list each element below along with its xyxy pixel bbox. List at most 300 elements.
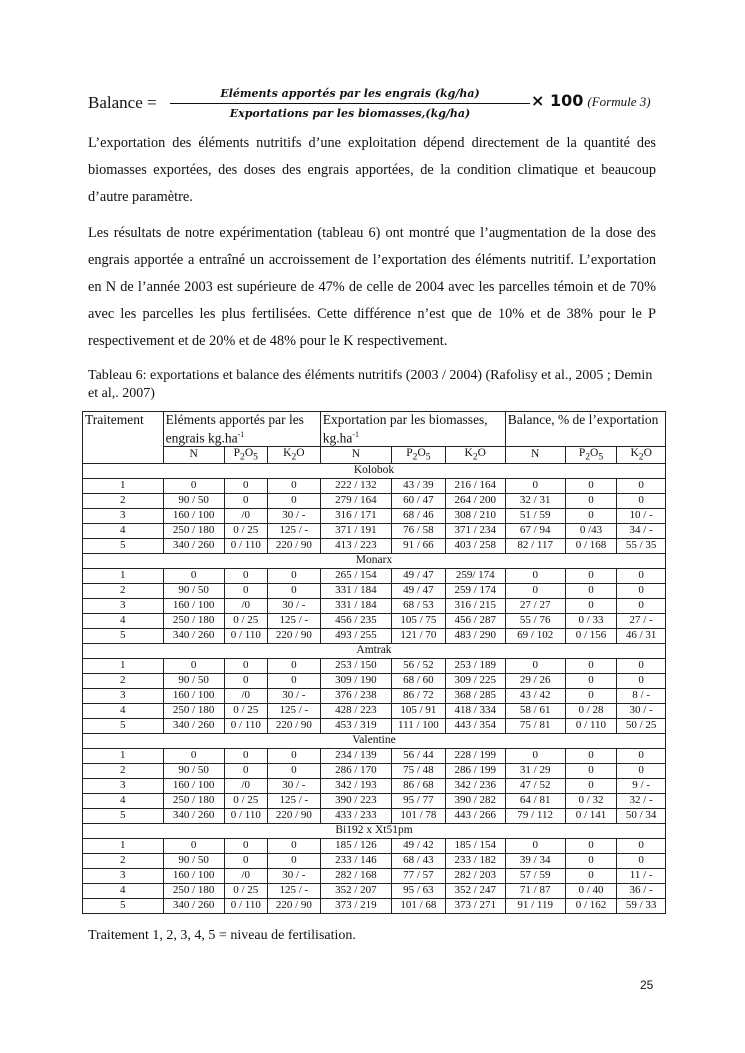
table-cell: 286 / 199 — [445, 763, 505, 778]
table-cell: 0 / 162 — [565, 898, 617, 913]
table-cell: 125 / - — [267, 793, 320, 808]
table-cell: 0 — [163, 748, 224, 763]
table-cell: 32 / - — [617, 793, 666, 808]
table-cell: /0 — [224, 688, 267, 703]
table-cell: 160 / 100 — [163, 778, 224, 793]
group-name: Bi192 x Xt51pm — [83, 823, 666, 838]
table-cell: 0 — [617, 658, 666, 673]
header-exportation-text: Exportation par les biomasses, kg.ha — [322, 412, 488, 446]
table-cell: 0 — [565, 868, 617, 883]
paragraph-1: L’exportation des éléments nutritifs d’une exploitation dépend directement de la quantité des biomasses exportées, des doses des engrais apportées, de la condition climatique et beaucoup d’autre paramètre. — [88, 135, 656, 205]
table-cell: 121 / 70 — [392, 628, 446, 643]
table-cell: 27 / 27 — [505, 598, 565, 613]
table-cell: 0 /43 — [565, 523, 617, 538]
table-cell: 55 / 35 — [617, 538, 666, 553]
table-cell: 5 — [83, 898, 164, 913]
table-cell: 91 / 119 — [505, 898, 565, 913]
table-cell: 220 / 90 — [267, 898, 320, 913]
table-cell: 0 — [267, 493, 320, 508]
fraction-bar — [170, 103, 530, 104]
table-cell: 101 / 78 — [392, 808, 446, 823]
table-row — [83, 898, 666, 913]
table-cell: 0 — [617, 598, 666, 613]
table-cell: 49 / 47 — [392, 583, 446, 598]
table-cell: 4 — [83, 613, 164, 628]
table-cell: 352 / 207 — [320, 883, 391, 898]
table-cell: 443 / 354 — [445, 718, 505, 733]
table-cell: 0 — [565, 568, 617, 583]
table-cell: 456 / 287 — [445, 613, 505, 628]
formula-fraction — [170, 86, 530, 122]
table-cell: 95 / 63 — [392, 883, 446, 898]
table-cell: 428 / 223 — [320, 703, 391, 718]
table-cell: 111 / 100 — [392, 718, 446, 733]
table-cell: 2 — [83, 763, 164, 778]
group-name: Kolobok — [83, 463, 666, 478]
table-cell: 0 — [267, 748, 320, 763]
table-cell: 250 / 180 — [163, 883, 224, 898]
table-cell: 90 / 50 — [163, 673, 224, 688]
table-cell: 75 / 81 — [505, 718, 565, 733]
table-cell: 264 / 200 — [445, 493, 505, 508]
table-cell: 1 — [83, 658, 164, 673]
formula-denominator: Exportations par les biomasses,(kg/ha) — [229, 107, 471, 120]
group-row — [83, 733, 666, 748]
table-cell: 0 — [617, 838, 666, 853]
table-body — [83, 463, 666, 913]
group-name: Monarx — [83, 553, 666, 568]
table-cell: 0 — [505, 583, 565, 598]
table-cell: 5 — [83, 718, 164, 733]
subheader-k2o: $K_2O$ — [267, 446, 320, 463]
table-cell: 5 — [83, 538, 164, 553]
table-cell: 0 — [565, 598, 617, 613]
table-cell: 0 / 32 — [565, 793, 617, 808]
header-traitement: Traitement — [83, 412, 164, 464]
table-cell: 233 / 146 — [320, 853, 391, 868]
table-cell: 30 / - — [267, 598, 320, 613]
table-cell: 10 / - — [617, 508, 666, 523]
table-cell: 279 / 164 — [320, 493, 391, 508]
table-row — [83, 748, 666, 763]
table-row — [83, 718, 666, 733]
subheader-n: N — [163, 446, 224, 463]
table-cell: 0 / 110 — [224, 808, 267, 823]
table-row — [83, 793, 666, 808]
table-cell: 77 / 57 — [392, 868, 446, 883]
table-cell: 68 / 46 — [392, 508, 446, 523]
table-cell: 371 / 234 — [445, 523, 505, 538]
table-cell: 0 — [224, 583, 267, 598]
table-note: Traitement 1, 2, 3, 4, 5 = niveau de fertilisation. — [88, 928, 356, 943]
table-row — [83, 808, 666, 823]
table-cell: 0 — [565, 583, 617, 598]
table-cell: 160 / 100 — [163, 598, 224, 613]
table-row — [83, 673, 666, 688]
table-cell: 0 / 25 — [224, 613, 267, 628]
table-cell: 9 / - — [617, 778, 666, 793]
table-cell: /0 — [224, 868, 267, 883]
table-cell: 340 / 260 — [163, 628, 224, 643]
table-cell: 220 / 90 — [267, 808, 320, 823]
table-cell: 0 — [617, 853, 666, 868]
table-cell: 233 / 182 — [445, 853, 505, 868]
table-row — [83, 538, 666, 553]
header-exportation — [320, 412, 505, 447]
table-cell: 125 / - — [267, 523, 320, 538]
table-cell: 34 / - — [617, 523, 666, 538]
table-cell: 0 — [224, 763, 267, 778]
table-cell: 3 — [83, 598, 164, 613]
table-cell: 30 / - — [267, 508, 320, 523]
table-cell: /0 — [224, 598, 267, 613]
table-cell: 0 — [565, 508, 617, 523]
table-cell: 90 / 50 — [163, 583, 224, 598]
table-cell: 86 / 68 — [392, 778, 446, 793]
table-cell: 216 / 164 — [445, 478, 505, 493]
table-cell: 43 / 42 — [505, 688, 565, 703]
table-cell: 2 — [83, 673, 164, 688]
table-cell: 0 — [224, 853, 267, 868]
table-cell: 0 — [224, 568, 267, 583]
table-cell: 55 / 76 — [505, 613, 565, 628]
table-cell: 0 — [267, 478, 320, 493]
table-cell: 0 — [224, 838, 267, 853]
table-row — [83, 493, 666, 508]
table-cell: 316 / 215 — [445, 598, 505, 613]
table-row — [83, 838, 666, 853]
table-cell: 4 — [83, 523, 164, 538]
table-cell: 91 / 66 — [392, 538, 446, 553]
table-cell: 95 / 77 — [392, 793, 446, 808]
table-cell: 309 / 225 — [445, 673, 505, 688]
table-cell: 0 — [617, 673, 666, 688]
table-cell: 90 / 50 — [163, 853, 224, 868]
table-cell: 1 — [83, 478, 164, 493]
table-cell: 0 — [565, 838, 617, 853]
group-name: Amtrak — [83, 643, 666, 658]
table-cell: 0 / 110 — [224, 628, 267, 643]
table-cell: 49 / 47 — [392, 568, 446, 583]
table-cell: 456 / 235 — [320, 613, 391, 628]
table-cell: 220 / 90 — [267, 628, 320, 643]
table-cell: 443 / 266 — [445, 808, 505, 823]
header-apportes-text: Eléments apportés par les engrais kg.ha — [165, 412, 304, 446]
table-cell: 46 / 31 — [617, 628, 666, 643]
table-cell: 0 — [617, 478, 666, 493]
table-cell: 50 / 25 — [617, 718, 666, 733]
table-cell: 228 / 199 — [445, 748, 505, 763]
table-cell: 0 / 110 — [224, 898, 267, 913]
table-cell: 0 — [505, 658, 565, 673]
table-caption: Tableau 6: exportations et balance des éléments nutritifs (2003 / 2004) (Rafolisy et al., 2005 ; Demin et al,. 2007) — [88, 368, 653, 401]
table-row — [83, 613, 666, 628]
table-cell: 43 / 39 — [392, 478, 446, 493]
table-cell: 125 / - — [267, 613, 320, 628]
table-cell: 493 / 255 — [320, 628, 391, 643]
table-row — [83, 703, 666, 718]
table-cell: 4 — [83, 883, 164, 898]
table-cell: 5 — [83, 808, 164, 823]
subheader-k2o: $K_2O$ — [617, 446, 666, 463]
table-cell: 0 — [617, 493, 666, 508]
table-row — [83, 598, 666, 613]
table-cell: 0 / 28 — [565, 703, 617, 718]
table-cell: 75 / 48 — [392, 763, 446, 778]
table-cell: 57 / 59 — [505, 868, 565, 883]
subheader-n: N — [505, 446, 565, 463]
table-cell: 67 / 94 — [505, 523, 565, 538]
formula-rhs — [531, 91, 651, 111]
header-balance: Balance, % de l’exportation — [505, 412, 665, 447]
table-cell: 390 / 282 — [445, 793, 505, 808]
table-cell: 3 — [83, 508, 164, 523]
table-cell: 0 / 25 — [224, 793, 267, 808]
table-row — [83, 658, 666, 673]
table-cell: 30 / - — [267, 778, 320, 793]
table-cell: 29 / 26 — [505, 673, 565, 688]
table-cell: 433 / 233 — [320, 808, 391, 823]
table-row — [83, 568, 666, 583]
header-exportation-sup: -1 — [352, 430, 360, 439]
table-row — [83, 868, 666, 883]
table-cell: 376 / 238 — [320, 688, 391, 703]
table-cell: 342 / 236 — [445, 778, 505, 793]
table-cell: 0 / 168 — [565, 538, 617, 553]
table-cell: 0 / 141 — [565, 808, 617, 823]
table-cell: 331 / 184 — [320, 598, 391, 613]
table-cell: 371 / 191 — [320, 523, 391, 538]
table-cell: 0 — [267, 658, 320, 673]
table-cell: 47 / 52 — [505, 778, 565, 793]
table-cell: 1 — [83, 568, 164, 583]
table-cell: 3 — [83, 688, 164, 703]
table-cell: 36 / - — [617, 883, 666, 898]
table-cell: 282 / 203 — [445, 868, 505, 883]
table-cell: 185 / 154 — [445, 838, 505, 853]
table-row — [83, 688, 666, 703]
table-cell: 0 — [565, 748, 617, 763]
table-cell: 390 / 223 — [320, 793, 391, 808]
table-cell: 105 / 91 — [392, 703, 446, 718]
table-cell: 51 / 59 — [505, 508, 565, 523]
table-cell: 308 / 210 — [445, 508, 505, 523]
table-cell: 160 / 100 — [163, 688, 224, 703]
nutrient-table — [82, 411, 666, 914]
table-cell: 2 — [83, 583, 164, 598]
subheader-p2o5: $P_2O_5$ — [565, 446, 617, 463]
table-cell: 286 / 170 — [320, 763, 391, 778]
table-cell: 259/ 174 — [445, 568, 505, 583]
table-cell: 0 / 156 — [565, 628, 617, 643]
table-cell: 0 — [565, 688, 617, 703]
table-cell: 2 — [83, 493, 164, 508]
table-cell: 250 / 180 — [163, 703, 224, 718]
table-cell: 68 / 43 — [392, 853, 446, 868]
table-cell: 413 / 223 — [320, 538, 391, 553]
table-header-row — [83, 412, 666, 447]
table-cell: 11 / - — [617, 868, 666, 883]
table-cell: 282 / 168 — [320, 868, 391, 883]
table-cell: 90 / 50 — [163, 493, 224, 508]
table-cell: 259 / 174 — [445, 583, 505, 598]
group-row — [83, 823, 666, 838]
table-cell: 0 — [163, 568, 224, 583]
group-row — [83, 553, 666, 568]
table-cell: 0 — [505, 478, 565, 493]
table-cell: 0 / 40 — [565, 883, 617, 898]
table-cell: 0 — [565, 763, 617, 778]
table-cell: 0 — [617, 583, 666, 598]
table-cell: 234 / 139 — [320, 748, 391, 763]
table-cell: 68 / 60 — [392, 673, 446, 688]
table-cell: 2 — [83, 853, 164, 868]
table-cell: 0 — [565, 778, 617, 793]
table-cell: 250 / 180 — [163, 613, 224, 628]
table-cell: 0 — [505, 568, 565, 583]
formula-numerator: Eléments apportés par les engrais (kg/ha) — [220, 87, 480, 100]
group-row — [83, 463, 666, 478]
table-cell: 453 / 319 — [320, 718, 391, 733]
table-cell: 59 / 33 — [617, 898, 666, 913]
table-row — [83, 628, 666, 643]
table-cell: 86 / 72 — [392, 688, 446, 703]
table-cell: 105 / 75 — [392, 613, 446, 628]
table-cell: 69 / 102 — [505, 628, 565, 643]
table-cell: /0 — [224, 508, 267, 523]
table-cell: 0 — [267, 673, 320, 688]
table-cell: 253 / 150 — [320, 658, 391, 673]
table-cell: 316 / 171 — [320, 508, 391, 523]
table-cell: 373 / 219 — [320, 898, 391, 913]
table-cell: 60 / 47 — [392, 493, 446, 508]
table-cell: 340 / 260 — [163, 898, 224, 913]
table-cell: 342 / 193 — [320, 778, 391, 793]
table-row — [83, 583, 666, 598]
table-cell: 30 / - — [617, 703, 666, 718]
table-cell: 101 / 68 — [392, 898, 446, 913]
table-cell: 39 / 34 — [505, 853, 565, 868]
formula-lhs: Balance = — [88, 93, 157, 112]
table-cell: 340 / 260 — [163, 808, 224, 823]
table-cell: 0 — [505, 748, 565, 763]
table-cell: 4 — [83, 793, 164, 808]
table-cell: 0 — [565, 673, 617, 688]
table-cell: 0 — [565, 478, 617, 493]
table-cell: 0 — [565, 853, 617, 868]
formula-label: (Formule 3) — [587, 94, 651, 109]
table-cell: 0 — [224, 748, 267, 763]
table-cell: 220 / 90 — [267, 718, 320, 733]
table-cell: 76 / 58 — [392, 523, 446, 538]
table-cell: 0 — [224, 493, 267, 508]
table-cell: 0 — [163, 838, 224, 853]
table-cell: 5 — [83, 628, 164, 643]
table-cell: 0 / 25 — [224, 883, 267, 898]
table-subheader-row — [83, 446, 666, 463]
table-cell: 0 — [565, 658, 617, 673]
table-cell: 30 / - — [267, 868, 320, 883]
subheader-k2o: $K_2O$ — [445, 446, 505, 463]
table-cell: 0 — [267, 838, 320, 853]
paragraph-2: Les résultats de notre expérimentation (tableau 6) ont montré que l’augmentation de la dose des engrais apportée a entraîné un accroissement de l’exportation des éléments nutritif. L’exportation en N de l’année 2003 est supérieure de 47% de celle de 2004 avec les parcelles témoin et de 70% avec les parcelles les plus fertilisées. Cette différence n’est que de 10% et de 38% pour le P respectivement et de 20% et de 48% pour le K respectivement. — [88, 225, 656, 349]
table-cell: 3 — [83, 868, 164, 883]
table-cell: 0 — [224, 673, 267, 688]
table-cell: 0 — [163, 658, 224, 673]
table-cell: /0 — [224, 778, 267, 793]
table-cell: 483 / 290 — [445, 628, 505, 643]
table-cell: 3 — [83, 778, 164, 793]
table-cell: 0 — [267, 568, 320, 583]
header-apportes-sup: -1 — [237, 430, 245, 439]
table-cell: 0 — [224, 658, 267, 673]
table-cell: 71 / 87 — [505, 883, 565, 898]
table-cell: 0 / 110 — [224, 718, 267, 733]
table-cell: 0 — [505, 838, 565, 853]
subheader-p2o5: $P_2O_5$ — [392, 446, 446, 463]
table-cell: 49 / 42 — [392, 838, 446, 853]
table-cell: 125 / - — [267, 883, 320, 898]
table-cell: 56 / 44 — [392, 748, 446, 763]
table-cell: 0 — [163, 478, 224, 493]
formula-multiplier: × 100 — [531, 91, 584, 110]
table-row — [83, 883, 666, 898]
table-cell: 309 / 190 — [320, 673, 391, 688]
table-cell: 27 / - — [617, 613, 666, 628]
table-cell: 79 / 112 — [505, 808, 565, 823]
table-cell: 8 / - — [617, 688, 666, 703]
table-row — [83, 853, 666, 868]
table-cell: 0 / 33 — [565, 613, 617, 628]
table-cell: 1 — [83, 838, 164, 853]
subheader-n: N — [320, 446, 391, 463]
table-cell: 56 / 52 — [392, 658, 446, 673]
table-row — [83, 778, 666, 793]
table-row — [83, 763, 666, 778]
table-row — [83, 478, 666, 493]
subheader-p2o5: $P_2O_5$ — [224, 446, 267, 463]
table-cell: 0 — [617, 748, 666, 763]
page-number: 25 — [640, 978, 654, 992]
table-cell: 68 / 53 — [392, 598, 446, 613]
table-cell: 4 — [83, 703, 164, 718]
table-cell: 403 / 258 — [445, 538, 505, 553]
table-cell: 222 / 132 — [320, 478, 391, 493]
table-cell: 250 / 180 — [163, 793, 224, 808]
table-cell: 32 / 31 — [505, 493, 565, 508]
table-cell: 368 / 285 — [445, 688, 505, 703]
table-cell: 160 / 100 — [163, 508, 224, 523]
table-cell: 220 / 90 — [267, 538, 320, 553]
table-cell: 0 — [617, 763, 666, 778]
table-cell: 0 / 110 — [224, 538, 267, 553]
table-cell: 1 — [83, 748, 164, 763]
table-cell: 0 — [565, 493, 617, 508]
group-name: Valentine — [83, 733, 666, 748]
table-cell: 0 — [617, 568, 666, 583]
table-cell: 0 / 25 — [224, 523, 267, 538]
table-cell: 82 / 117 — [505, 538, 565, 553]
table-cell: 90 / 50 — [163, 763, 224, 778]
table-cell: 30 / - — [267, 688, 320, 703]
table-cell: 160 / 100 — [163, 868, 224, 883]
table-row — [83, 508, 666, 523]
table-cell: 31 / 29 — [505, 763, 565, 778]
balance-formula — [88, 86, 668, 126]
header-apportes — [163, 412, 320, 447]
table-cell: 331 / 184 — [320, 583, 391, 598]
table-cell: 185 / 126 — [320, 838, 391, 853]
